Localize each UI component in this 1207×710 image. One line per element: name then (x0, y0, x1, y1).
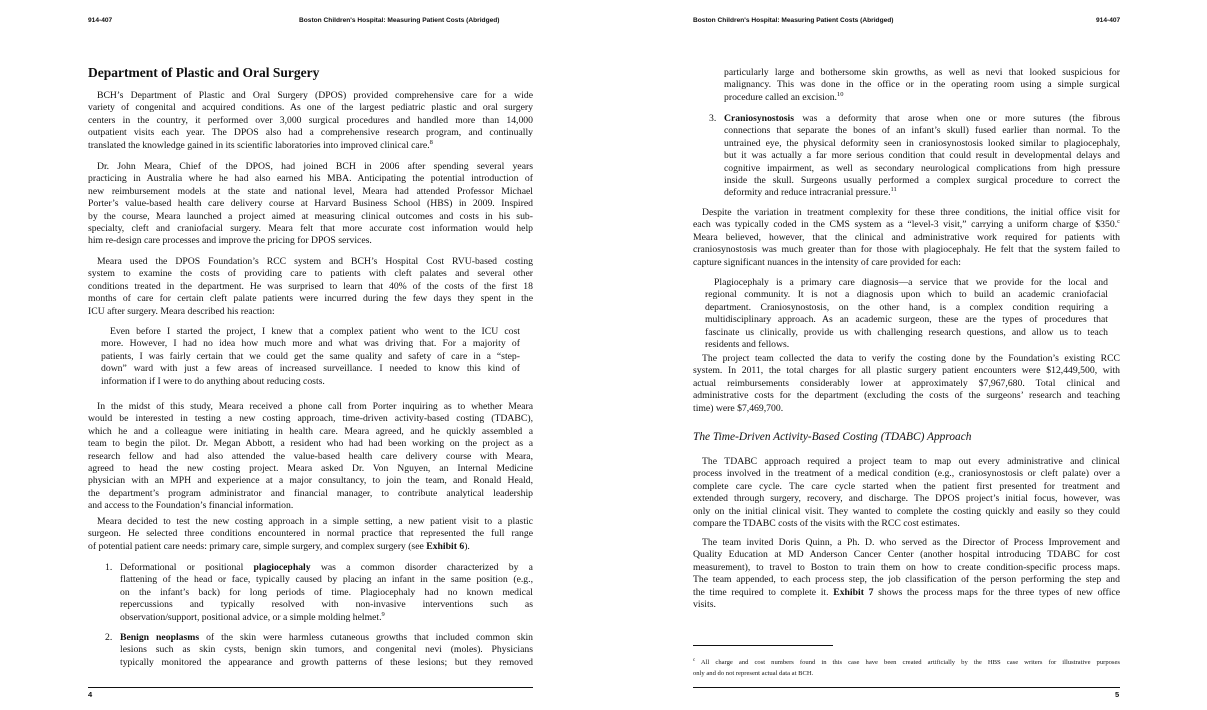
text-line: malignancy. This was done in the office or in the operating room using a simple surgical (724, 79, 1120, 91)
text-line: actual reimbursements considerably lower at approximately $7,967,680. Total clinical and (693, 377, 1120, 389)
text-line (120, 632, 533, 644)
text-line: multidisciplinary approach. As an academic surgeon, these are the types of procedures that (705, 314, 1108, 326)
list-item-continuation (724, 67, 1120, 104)
footnote (693, 657, 1120, 679)
text-line (88, 541, 533, 553)
text-line: specialty, cleft and craniofacial surgery. Meara felt that more accurate cost information would help (88, 222, 533, 234)
text-line: The team invited Doris Quinn, a Ph. D. who served as the Director of Process Improvement and (702, 537, 1120, 548)
text-line: conditions treated in the department. He was surprised to learn that 40% of the costs of the first 18 (88, 280, 533, 292)
text-line: extended through surgery, recovery, and discharge. The DPOS project’s initial focus, however, was (693, 493, 1120, 505)
text-line: Meara decided to test the new costing approach in a simple setting, a new patient visit to a plastic (97, 516, 533, 527)
bold-term: Exhibit 6 (426, 540, 465, 552)
text-line: time) were $7,469,700. (693, 402, 784, 414)
paragraph (88, 516, 533, 553)
paragraph (88, 256, 533, 318)
running-header-title: Boston Children's Hospital: Measuring Patient Costs (Abridged) (693, 17, 894, 24)
paragraph (693, 537, 1120, 611)
text-line (120, 562, 533, 574)
block-quote (705, 277, 1108, 351)
text-run: All charge and cost numbers found in this case have been created artificially by the HBS case writers for illustrative purposes (695, 659, 1120, 666)
text-line: fascinate us clinically, provide us with challenging research questions, and allow us to teach (705, 326, 1108, 338)
footer-rule (693, 687, 1120, 688)
text-line: inside the skull. Surgeons usually performed a complex surgical procedure to correct the (724, 174, 1120, 186)
text-line: In the midst of this study, Meara received a phone call from Porter inquiring as to whether Meara (97, 401, 533, 412)
footnote-reference: c (1117, 218, 1120, 226)
text-line: practicing in Australia where he had also earned his MBA. Anticipating the potential introduction of (88, 173, 533, 185)
paragraph (693, 456, 1120, 530)
text-line: the department’s program administrator and financial manager, to contribute analytical leadership (88, 487, 533, 499)
text-run: translated the knowledge gained in its scientific laboratories into improved clinical care. (88, 139, 430, 151)
page-left (0, 0, 603, 710)
text-line: new reimbursement models at the state and national level, Meara had attended Professor Michael (88, 185, 533, 197)
text-line: BCH’s Department of Plastic and Oral Surgery (DPOS) provided comprehensive care for a wide (97, 90, 533, 101)
bold-term: Exhibit 7 (833, 586, 874, 598)
footnote-reference: 9 (381, 610, 385, 618)
text-line: more. However, I had no idea how much more and what was driving that. For a majority of (101, 338, 520, 350)
text-line: team to begin the pilot. Dr. Megan Abbott, a resident who had had been working on the project as a (88, 438, 533, 450)
text-run: deformity and reduce intracranial pressure. (724, 187, 891, 199)
text-line: surgeon. He selected three conditions encountered in normal practice that represented the full range (88, 528, 533, 540)
paragraph (693, 207, 1120, 269)
list-number: 1. (105, 562, 113, 573)
text-line: The team appended, to each process step, the job classification of the person performing the step and (693, 574, 1120, 586)
text-line: residents and fellows. (705, 338, 790, 350)
list-item (105, 632, 533, 669)
paragraph (88, 401, 533, 513)
text-line: visits. (693, 598, 716, 610)
text-line: by the course, Meara launched a project aimed at measuring clinical outcomes and costs in his sub- (88, 210, 533, 222)
text-run: of the skin were harmless cutaneous growths that included common skin (199, 632, 533, 643)
text-line: measurement), to travel to Boston to train them on how to create condition-specific process maps. (693, 561, 1120, 573)
text-line: outpatient visits each year. The DPOS also had a comprehensive research program, and continually (88, 127, 533, 139)
paragraph (88, 90, 533, 152)
page-number: 4 (88, 690, 93, 699)
text-line: The TDABC approach required a project team to map out every administrative and clinical (702, 456, 1120, 467)
text-line (724, 187, 1120, 199)
case-number: 914-407 (1096, 17, 1121, 24)
text-line (693, 219, 1120, 231)
text-line: down” ward with just a few areas of increased surveillance. I needed to know this kind of (101, 363, 520, 375)
text-line: Dr. John Meara, Chief of the DPOS, had joined BCH in 2006 after spending several years (97, 161, 533, 172)
footnote-reference: c (693, 658, 696, 663)
text-line: process involved in the treatment of a medical condition (e.g., craniosynostosis or cleft palate) over a (693, 468, 1120, 480)
bold-term: plagiocephaly (253, 562, 311, 573)
text-line: lesions such as skin cysts, benign skin tumors, and congenital nevi (moles). Physicians (120, 644, 533, 656)
text-line: The project team collected the data to verify the costing done by the Foundation’s existing RCC (702, 353, 1120, 364)
text-line: Despite the variation in treatment complexity for these three conditions, the initial office visit for (702, 207, 1120, 218)
text-line: research fellow and had also attended the value-based health care delivery course with Meara, (88, 450, 533, 462)
text-line: craniosynostosis was much greater than for those with plagiocephaly. He felt that the system failed to (693, 244, 1120, 256)
text-line (693, 587, 1120, 599)
text-run: ). (464, 540, 470, 552)
case-number: 914-407 (88, 17, 113, 24)
text-line: information if I were to do anything about reducing costs. (101, 375, 325, 387)
text-line: physician with an MPH and experience at a major consultancy, to join the team, and Ronald Heald, (88, 475, 533, 487)
text-line: regional community. It is not a diagnosis upon which to build an academic craniofacial (705, 289, 1108, 301)
list-item (709, 113, 1120, 200)
text-line: department. Craniosynostosis, on the other hand, is a complex condition requiring a (705, 301, 1108, 313)
text-line: Meara believed, however, that the clinical and administrative work required for patients with (693, 231, 1120, 243)
bold-term: Craniosynostosis (724, 113, 794, 124)
text-run: each was typically coded in the CMS system as a “level-3 visit,” carrying a uniform charge of $350. (693, 219, 1118, 231)
text-line (88, 140, 533, 152)
text-line: patients, I was fairly certain that we could get the same quality and safety of care in a “step- (101, 350, 520, 362)
list-number: 3. (709, 113, 717, 124)
text-run: observation/support, positional advice, or a simple molding helmet. (120, 611, 382, 623)
text-run: Deformational or positional (120, 562, 254, 573)
text-line: but it was actually a far more serious condition that could result in developmental delays and (724, 150, 1120, 162)
text-run: of potential patient care needs: primary care, simple surgery, and complex surgery (see (88, 540, 427, 552)
text-line: Quality Education at MD Anderson Cancer Center (another hospital introducing TDABC for cost (693, 549, 1120, 561)
text-line (724, 92, 1120, 104)
text-line: Even before I started the project, I knew that a complex patient who went to the ICU cost (110, 326, 520, 337)
page-right (604, 0, 1207, 710)
text-line: Meara used the DPOS Foundation’s RCC system and BCH’s Hospital Cost RVU-based costing (97, 256, 533, 267)
list-number: 2. (105, 632, 113, 643)
text-line: variety of congenital and acquired conditions. As one of the largest pediatric plastic and oral surgery (88, 102, 533, 114)
text-line: compare the TDABC costs of the visits with the RCC cost estimates. (693, 517, 960, 529)
page-number: 5 (1115, 690, 1120, 699)
text-line: only on the initial clinical visit. They wanted to complete the costing quickly and easily so they could (693, 505, 1120, 517)
running-header-title: Boston Children's Hospital: Measuring Patient Costs (Abridged) (299, 17, 500, 24)
paragraph (693, 353, 1120, 415)
text-line: ICU after surgery. Meara described his reaction: (88, 305, 275, 317)
text-line: typically monitored the appearance and growth patterns of these lesions; but they removed (120, 656, 533, 668)
text-line: system to examine the costs of providing care to patients with cleft palates and several other (88, 268, 533, 280)
text-line: would be interested in testing a new costing approach, time-driven activity-based costing (TDABC), (88, 413, 533, 425)
footnote-reference: 8 (429, 138, 433, 146)
paragraph (88, 161, 533, 248)
bold-term: Benign neoplasms (120, 632, 200, 643)
text-run: the time required to complete it. (693, 586, 834, 598)
text-line: him re-design care processes and improve the pricing for DPOS services. (88, 235, 372, 247)
text-line: cognitive impairment, as well as secondary neurological complications from high pressure (724, 162, 1120, 174)
text-line: centers in the country, it performed over 3,000 surgical procedures and handled more than 14,000 (88, 114, 533, 126)
text-line: Porter’s value-based health care delivery course at Harvard Business School (HBS) in 2009. Inspired (88, 198, 533, 210)
text-line: system. In 2011, the total charges for all plastic surgery patient encounters were $12,449,500, with (693, 365, 1120, 377)
text-line (120, 612, 533, 624)
list-item (105, 562, 533, 624)
text-run: was a deformity that arose when one or more sutures (the fibrous (793, 113, 1120, 124)
footer-rule (88, 687, 533, 688)
text-line: and access to the Foundation’s financial information. (88, 500, 294, 512)
text-line (724, 113, 1120, 125)
section-title: Department of Plastic and Oral Surgery (88, 65, 320, 80)
text-line: flattening of the head or face, typically caused by placing an infant in the same position (e.g., (120, 574, 533, 586)
block-quote (101, 326, 520, 388)
text-run: was a common disorder characterized by a (310, 562, 533, 573)
text-line: capture significant nuances in the intensity of care provided for each: (693, 256, 961, 268)
text-line: Plagiocephaly is a primary care diagnosis—a service that we provide for the local and (714, 277, 1108, 288)
text-line: connections that separate the bones of an infant’s skull) fused earlier than normal. To the (724, 125, 1120, 137)
text-line (693, 657, 1120, 668)
text-line: complete care cycle. The care cycle started when the patient first presented for treatment and (693, 480, 1120, 492)
text-line: repercussions and typically resolved with non-invasive interventions such as (120, 599, 533, 611)
text-line: untrained eye, the physical deformity seen in craniosynostosis looked similar to plagiocephaly, (724, 137, 1120, 149)
footnote-rule (693, 645, 833, 646)
text-run: procedure called an excision. (724, 91, 837, 103)
text-line: administrative costs for the department (excluding the costs of the surgeons’ research and teaching (693, 390, 1120, 402)
text-line: only and do not represent actual data at BCH. (693, 670, 814, 677)
text-line: on the infant’s back) for long periods of time. Plagiocephaly had no known medical (120, 586, 533, 598)
footnote-reference: 10 (836, 90, 844, 98)
text-line: which he and a colleague were initiating in health care. Meara agreed, and he quickly assembled a (88, 425, 533, 437)
text-run: shows the process maps for the three types of new office (873, 586, 1120, 598)
text-line: agreed to head the new costing project. Meara asked Dr. Von Nguyen, an Internal Medicine (88, 462, 533, 474)
text-line: particularly large and bothersome skin growths, as well as nevi that looked suspicious for (724, 67, 1120, 78)
section-heading: The Time-Driven Activity-Based Costing (TDABC) Approach (693, 431, 972, 443)
text-line: months of care for certain cleft palate patients were incurred during the few days they spent in the (88, 293, 533, 305)
footnote-reference: 11 (890, 186, 897, 194)
